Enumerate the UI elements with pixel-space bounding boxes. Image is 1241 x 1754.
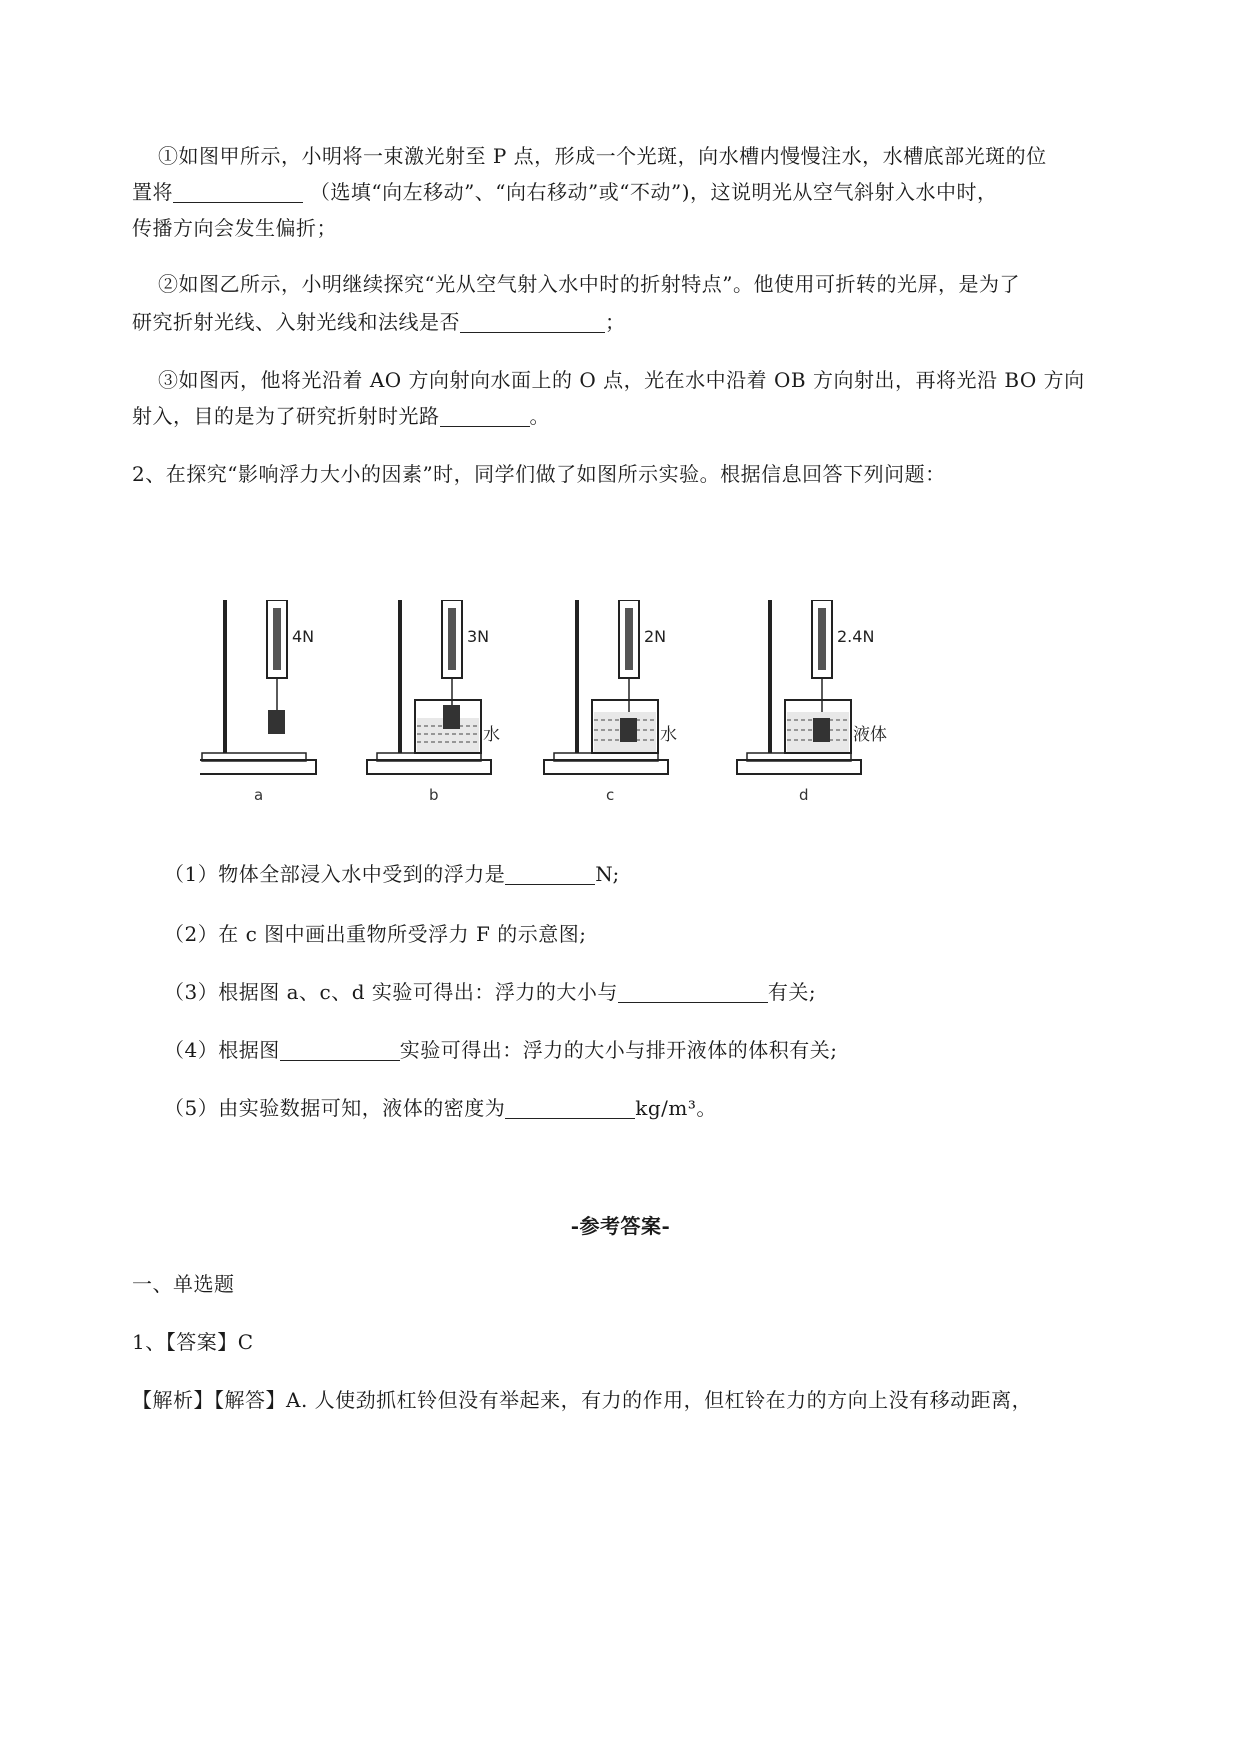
label-c: c	[606, 786, 615, 804]
label-d: d	[799, 786, 809, 804]
q2-sub4-text-a: （4）根据图	[164, 1038, 280, 1062]
label-a: a	[254, 786, 264, 804]
q2-sub1-text-b: N;	[595, 862, 620, 886]
q1-part2-text-b: ；	[605, 310, 626, 334]
panel-d	[737, 600, 887, 804]
label-b: b	[429, 786, 439, 804]
panel-a	[200, 600, 316, 804]
q1-part3-text-b: 。	[529, 404, 550, 428]
answer-blank-1[interactable]	[173, 182, 303, 203]
answer-item-1: 1、【答案】C	[132, 1330, 254, 1354]
q1-part1-line1: ①如图甲所示，小明将一束激光射至 P 点，形成一个光斑，向水槽内慢慢注水，水槽底部光斑的位	[158, 144, 1047, 168]
q1-part2-text-a: 研究折射光线、入射光线和法线是否	[132, 310, 460, 334]
answers-section-heading: 一、单选题	[132, 1272, 235, 1296]
liquid-d: 液体	[853, 725, 887, 745]
q2-sub2: （2）在 c 图中画出重物所受浮力 F 的示意图;	[164, 922, 587, 946]
reading-b: 3N	[467, 627, 490, 646]
q1-part3-text-a: 射入，目的是为了研究折射时光路	[132, 404, 440, 428]
reading-a: 4N	[292, 627, 315, 646]
q2-sub1	[164, 862, 620, 886]
q2-stem: 2、在探究“影响浮力大小的因素”时，同学们做了如图所示实验。根据信息回答下列问题：	[132, 462, 946, 486]
q2-sub3	[164, 980, 816, 1004]
q1-part3-line2	[132, 404, 550, 428]
q2-sub4-text-b: 实验可得出：浮力的大小与排开液体的体积有关;	[399, 1038, 838, 1062]
q2-sub4	[164, 1038, 837, 1062]
panel-b	[367, 600, 500, 804]
buoyancy-experiment-figure	[200, 600, 1020, 900]
q1-part1-line2	[132, 180, 998, 204]
answer-blank-7[interactable]	[505, 1098, 635, 1119]
q1-part2-line1: ②如图乙所示，小明继续探究“光从空气射入水中时的折射特点”。他使用可折转的光屏，是为了	[158, 272, 1020, 296]
answer-blank-2[interactable]	[460, 312, 605, 333]
reading-d: 2.4N	[837, 627, 875, 646]
q1-part3-line1: ③如图丙，他将光沿着 AO 方向射向水面上的 O 点，光在水中沿着 OB 方向射出，再将光沿 BO 方向	[158, 368, 1085, 392]
q2-sub1-text-a: （1）物体全部浸入水中受到的浮力是	[164, 862, 506, 886]
q1-part1-text-b: （选填“向左移动”、“向右移动”或“不动”)，这说明光从空气斜射入水中时，	[309, 180, 998, 204]
answers-title: -参考答案-	[570, 1214, 671, 1238]
answer-blank-6[interactable]	[280, 1040, 400, 1061]
answer-blank-5[interactable]	[618, 982, 768, 1003]
reading-c: 2N	[644, 627, 667, 646]
q2-sub5-text-a: （5）由实验数据可知，液体的密度为	[164, 1096, 506, 1120]
liquid-b: 水	[483, 725, 500, 745]
answer-blank-3[interactable]	[440, 406, 530, 427]
panel-c	[544, 600, 677, 804]
answer-analysis-1: 【解析】【解答】A. 人使劲抓杠铃但没有举起来，有力的作用，但杠铃在力的方向上没有移动距离，	[132, 1388, 1033, 1412]
q1-part1-text-a: 置将	[132, 180, 173, 204]
q2-sub5-text-b: kg/m³。	[635, 1096, 717, 1120]
q2-sub5	[164, 1096, 717, 1120]
liquid-c: 水	[660, 725, 677, 745]
q2-sub3-text-b: 有关;	[767, 980, 817, 1004]
q2-sub3-text-a: （3）根据图 a、c、d 实验可得出：浮力的大小与	[164, 980, 618, 1004]
q1-part2-line2	[132, 310, 626, 334]
answer-blank-4[interactable]	[505, 864, 595, 885]
q1-part1-line3: 传播方向会发生偏折；	[132, 216, 337, 240]
